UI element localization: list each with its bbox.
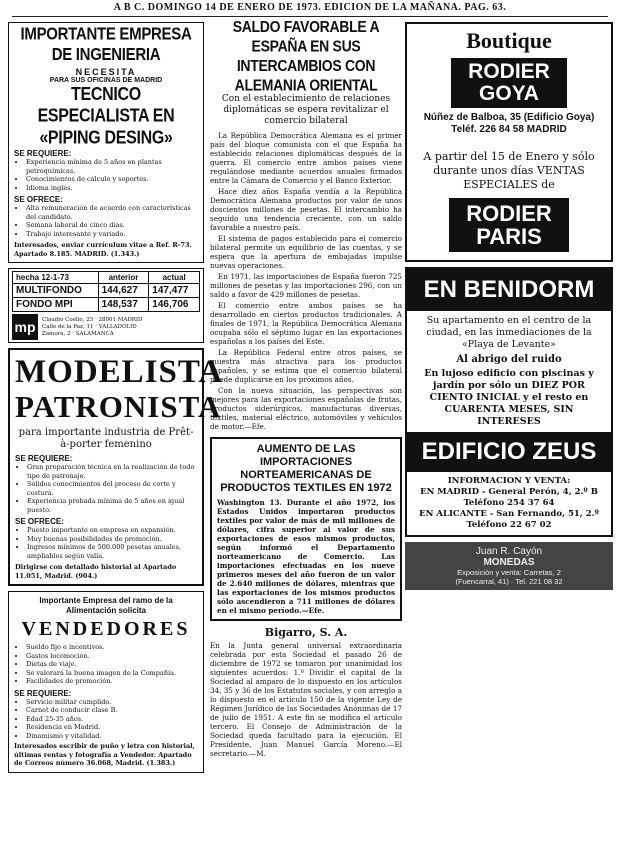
ad-vendedores-intro: Importante Empresa del ramo de la Alimentación solicita [39,596,173,615]
ad-modelista-word1: MODELISTA [15,354,224,390]
ad-boutique-title: Boutique [466,28,552,53]
article-main-subhead: Con el establecimiento de relaciones diplomáticas se espera revitalizar el comercio bilateral [221,94,391,126]
multifondo-addr3: Zamora, 2 · SALAMANCA [42,330,114,337]
ad-cayon-what: MONEDAS [483,557,535,568]
paragraph: En 1971, las importaciones de España fueron 725 millones de pesetas y las importaciones 296, con un saldo a favor de 429 millones de pesetas. [210,272,402,299]
column-middle [210,16,402,758]
article-bigarro-body: En la Junta general universal extraordinaria celebrada por esta Sociedad el pasado 26 de diciembre de 1972 se tomaron por unanimidad los siguientes acuerdos: 1.º Dividir el capital de la Sociedad al amparo de lo dispuesto en los artículos 34, 35 y 36 de los Estatutos sociales, y con arreglo a lo dispuesto en el artículo 150 de la vigente Ley de Régimen Jurídico de las Sociedades Anónimas de 17 de julio de 1951. A este fin se modifica el artículo tercero. El Consejo de Administración de la Sociedad queda facultado para la ejecución. El Presidente, Juan Manuel García Moreno.—El secretario.—M. [210,641,402,758]
ad-benidorm-madrid: EN MADRID - General Perón, 4, 2.º B [420,487,598,497]
ad-ingenieria-contact: Interesados, enviar currículum vitae a Ref. R-73. Apartado 8.185. MADRID. (1.343.) [14,241,192,258]
rodier-goya-logo: RODIER GOYA [451,58,567,108]
paragraph: La República Federal entre otros países, se muestra más atractiva para los productos españoles, y se estima que el comercio bilateral puede duplicarse en los próximos años. [210,348,402,384]
list-item: • Conocimientos de cálculo y soportes. [26,175,198,184]
ad-benidorm-line2: Al abrigo del ruido [456,354,562,365]
ad-cayon-line1: Exposición y venta: Carretas, 2 [457,568,561,577]
ad-benidorm-tel2: Teléfono 22 67 02 [466,520,552,530]
ad-vendedores [8,591,204,773]
article-main-body [210,131,402,431]
ad-ingenieria-necesita: NECESITA [75,67,137,77]
multifondo-date: hecha 12-1-73 [13,272,99,284]
ad-modelista-ofrece-label: SE OFRECE: [15,517,64,526]
ad-modelista-requiere-label: SE REQUIERE: [15,454,73,463]
ad-ingenieria [8,22,204,263]
ad-boutique-promo: A partir del 15 de Enero y sólo durante unos días VENTAS ESPECIALES de [423,150,595,191]
list-item: • Muy buenas posibilidades de promoción. [27,535,197,544]
ad-modelista-contact: Dirigirse con detallado historial al Apartado 11.051, Madrid. (904.) [15,563,177,580]
ad-vendedores-title: VENDEDORES [21,618,191,640]
ad-benidorm-edificio: EDIFICIO ZEUS [407,432,611,472]
ad-ingenieria-para: PARA SUS OFICINAS DE MADRID [49,77,163,84]
list-item: • Carnet de conducir clase B. [26,706,198,715]
list-item: • Gran preparación técnica en la realización de todo tipo de patronaje. [27,463,197,480]
article-main-headline: SALDO FAVORABLE A ESPAÑA EN SUS INTERCAMBIOS CON ALEMANIA ORIENTAL [232,16,380,94]
ad-benidorm-title: EN BENIDORM [407,269,611,311]
list-item: • Alta remuneración de acuerdo con características del candidato. [26,204,198,221]
article-boxed-headline: AUMENTO DE LAS IMPORTACIONES NORTEAMERICANAS DE PRODUCTOS TEXTILES EN 1972 [220,443,392,494]
ad-multifondo [8,268,204,343]
ad-benidorm-info: INFORMACION Y VENTA: [447,476,571,486]
table-row: MULTIFONDO 144,627 147,477 [13,284,200,298]
list-item: • Puesto importante en empresa en expansión. [27,526,197,535]
ad-cayon-line2: (Fuencarral, 41) · Tel. 221 08 32 [455,577,563,586]
list-item: • Servicio militar cumplido. [26,698,198,707]
list-item: • Ingresos mínimos de 500.000 pesetas anuales, ampliables según valía. [27,543,197,560]
ad-boutique-addr: Núñez de Balboa, 35 (Edificio Goya) Teléf. 226 84 58 MADRID [423,112,595,135]
list-item: • Edad 25-35 años. [26,715,198,724]
ad-benidorm-line3: En lujoso edificio con piscinas y jardín por sólo un DIEZ POR CIENTO INICIAL y el resto en CUARENTA MESES, SIN INTERESES [424,368,594,427]
table-row: FONDO MPI 148,537 146,706 [13,298,200,312]
rodier-paris-logo: RODIER PARIS [449,198,569,252]
list-item: • Experiencia mínima de 5 años en plantas petroquímicas. [26,158,198,175]
paragraph: La República Democrática Alemana es el primer país del bloque comunista con el que España ha establecido relaciones diplomáticas después de la guerra. El comercio entre ambos países viene regulándose mediante acuerdos anuales firmados entre la Cámara de Comercio y el Banco Exterior. [210,131,402,185]
list-item: • Idioma inglés. [26,184,198,193]
paragraph: El sistema de pagos establecido para el comercio bilateral permite un equilibrio de las cuentas, y se espera que la apertura de embajadas impulse nuevas operaciones. [210,234,402,270]
article-bigarro-title: Bigarro, S. A. [264,626,348,639]
ad-vendedores-contact: Interesados escribir de puño y letra con historial, últimas rentas y fotografía a Vendedor. Apartado de Correos número 36.068, Madrid. (1.383.) [14,742,195,767]
ad-cayon-name: Juan R. Cayón [475,546,543,557]
column-left [8,22,224,778]
mp-logo-icon: mp [12,314,38,340]
list-item: • Trabajo interesante y variado. [26,230,198,239]
ad-ingenieria-ofrece-label: SE OFRECE: [14,195,63,204]
ad-modelista-word2: PATRONISTA [15,389,222,424]
list-item: • Sólidos conocimientos del proceso de corte y costura. [27,480,197,497]
article-boxed [210,437,402,621]
paragraph: Con la nueva situación, las perspectivas son mejores para las exportaciones españolas de frutas, productos siderúrgicos, manufacturas diversas, textiles, material eléctrico, automóviles y vehículos de motor.—Efe. [210,386,402,431]
list-item: • Se valorará la buena imagen de la Compañía. [26,669,198,678]
list-item: • Semana laboral de cinco días. [26,221,198,230]
ad-ingenieria-requiere-label: SE REQUIERE: [14,149,72,158]
ad-cayon [405,542,613,590]
paragraph: Hace diez años España vendía a la República Democrática Alemana productos por valor de unos doscientos millones de pesetas. El intercambio ha seguido una tendencia creciente, con un saldo favorable a nuestro país. [210,187,402,232]
multifondo-addr2: Calle de la Paz, 11 · VALLADOLID [42,323,137,330]
ad-ingenieria-headline: IMPORTANTE EMPRESA DE INGENIERIA [20,24,192,65]
ad-vendedores-requiere-label: SE REQUIERE: [14,688,72,698]
multifondo-col1: anterior [98,272,149,284]
list-item: • Experiencia probada mínima de 5 años en igual puesto. [27,497,197,514]
list-item: • Gastos locomoción. [26,652,198,661]
ad-boutique [405,22,613,262]
list-item: • Facilidades de promoción. [26,677,198,686]
ad-ingenieria-role: TECNICO ESPECIALISTA EN «PIPING DESING» [37,84,175,149]
ad-modelista-para: para importante industria de Prêt-à-porter femenino [18,427,194,450]
column-right [405,22,613,590]
ad-modelista [8,348,224,586]
paragraph: El comercio entre ambos países se ha desarrollado en ciertos productos tradicionales. A finales de 1971, la República Democrática Alemana ocupaba sólo el séptimo lugar en las exportaciones españolas a los países del Este. [210,301,402,346]
masthead: A B C. DOMINGO 14 DE ENERO DE 1973. EDICION DE LA MAÑANA. PAG. 63. [113,2,507,13]
list-item: • Residencia en Madrid. [26,723,198,732]
ad-benidorm-alicante: EN ALICANTE - San Fernando, 51, 2.º [419,509,599,519]
ad-benidorm-line1: Su apartamento en el centro de la ciudad, en las inmediaciones de la «Playa de Levante» [426,315,592,350]
list-item: • Sueldo fijo e incentivos. [26,643,198,652]
list-item: • Dietas de viaje. [26,660,198,669]
article-boxed-body: Washington 13. Durante el año 1972, los Estados Unidos importaron productos textiles por valor de más de mil millones de dólares, cifra superior al valor de sus exportaciones de esos mismos productos, según informó el Departamento norteamericano de Comercio. Las importaciones efectuadas en los nueve primeros meses del año fueron de un valor de 2.640 millones de dólares, mientras que las exportaciones de los mismos productos sólo ascendieron a 711 millones de dólares en el mismo período.—Efe. [217,498,395,615]
list-item: • Dinamismo y vitalidad. [26,732,198,741]
multifondo-addr1: Claudio Coello, 25 · 28001 MADRID [42,316,143,323]
ad-benidorm [405,267,613,537]
ad-benidorm-tel1: Teléfono 254 37 64 [463,498,555,508]
multifondo-col2: actual [149,272,200,284]
